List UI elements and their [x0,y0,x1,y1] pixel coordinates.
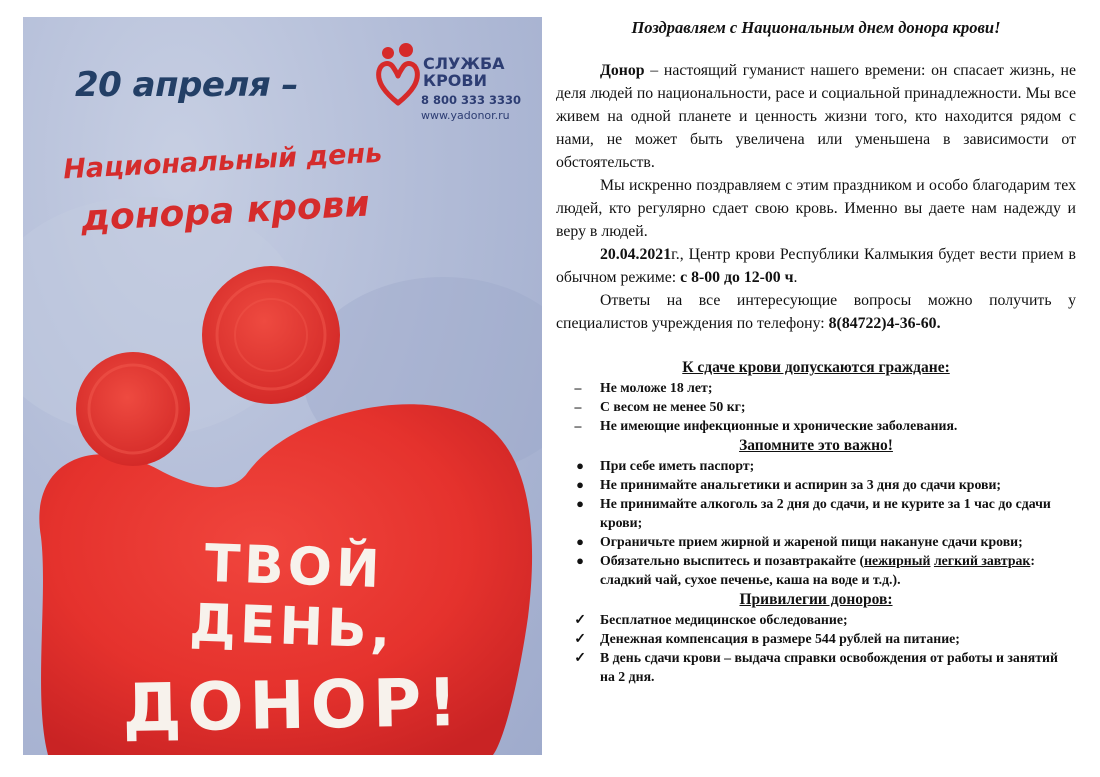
list-item: – Не моложе 18 лет; [556,378,1076,397]
slogan-line2: ДОНОР! [121,664,464,747]
article-heading: Поздравляем с Национальным днем донора крови! [631,18,1001,37]
dot-bullet-icon: ● [576,458,584,473]
schedule-date: 20.04.2021 [600,246,672,263]
check-icon: ✓ [574,650,586,665]
donor-word: Донор [600,62,645,79]
contacts-text: Ответы на все интересующие вопросы можно получить у специалистов учреждения по телефону: [556,292,1076,332]
schedule-text: г., Центр крови Республики Калмыкия будет вести прием в обычном режиме: [556,246,1076,286]
eligibility-title: К сдаче крови допускаются граждане: [682,359,950,376]
logo-name: СЛУЖБА КРОВИ [423,54,505,90]
paragraph-schedule [556,243,1076,289]
large-drop-circle [202,266,340,404]
small-drop-circle [76,352,190,466]
blood-service-logo [375,43,522,122]
list-item: ● Не принимайте алкоголь за 2 дня до сдачи, и не курите за 1 час до сдачи крови; [556,494,1076,532]
check-icon: ✓ [574,612,586,627]
logo-phone: 8 800 333 3330 [421,93,522,107]
dash-bullet-icon: – [574,399,582,414]
eligibility-list [556,378,1076,435]
check-icon: ✓ [574,631,586,646]
poster-slogan [103,533,483,747]
poster [23,17,542,755]
list-item: ● Не принимайте анальгетики и аспирин за 3 дня до сдачи крови; [556,475,1076,494]
poster-title-line1: Национальный день [62,137,383,186]
poster-title [57,128,392,245]
schedule-hours: с 8-00 до 12-00 ч [680,269,794,286]
slogan-line1: ТВОЙ ДЕНЬ, [188,533,396,661]
dash-bullet-icon: – [574,380,582,395]
list-item: ● Обязательно выспитесь и позавтракайте (нежирный легкий завтрак: сладкий чай, сухое печенье, каша на воде и т.д.). [556,551,1076,589]
paragraph-congrats: Мы искренно поздравляем с этим праздником и особо благодарим тех людей, кто регулярно сдает свою кровь. Именно вы даете нам надежду и веру в людей. [556,177,1076,240]
list-item: ✓ Денежная компенсация в размере 544 рублей на питание; [556,629,1076,648]
logo-site: www.yadonor.ru [421,109,510,122]
dot-bullet-icon: ● [576,553,584,568]
paragraph-donor-text: – настоящий гуманист нашего времени: он спасает жизнь, не деля людей по национальности, расе и социальной принадлежности. Мы все живем на одной планете и ценность жизни того, кто находится рядом с нами, не может быть увеличена или уменьшена в зависимости от обстоятельств. [556,62,1076,171]
important-title: Запомните это важно! [739,437,893,454]
dot-bullet-icon: ● [576,534,584,549]
paragraph-donor [556,59,1076,174]
blood-service-logo-icon [375,43,421,109]
schedule-end: . [793,269,798,286]
list-item: ● При себе иметь паспорт; [556,456,1076,475]
dash-bullet-icon: – [574,418,582,433]
paragraph-contacts [556,289,1076,335]
list-item: ● Ограничьте прием жирной и жареной пищи накануне сдачи крови; [556,532,1076,551]
important-list [556,456,1076,589]
privileges-title: Привилегии доноров: [739,591,893,608]
poster-title-line2: донора крови [79,183,371,240]
poster-date: 20 апреля – [75,65,299,105]
dot-bullet-icon: ● [576,477,584,492]
contact-phone: 8(84722)4-36-60. [828,315,941,332]
privileges-list [556,610,1076,686]
dot-bullet-icon: ● [576,496,584,511]
list-item: – С весом не менее 50 кг; [556,397,1076,416]
list-item: ✓ В день сдачи крови – выдача справки освобождения от работы и занятий на 2 дня. [556,648,1076,686]
list-item: ✓ Бесплатное медицинское обследование; [556,610,1076,629]
list-item: – Не имеющие инфекционные и хронические заболевания. [556,416,1076,435]
announcement-text [556,16,1076,686]
